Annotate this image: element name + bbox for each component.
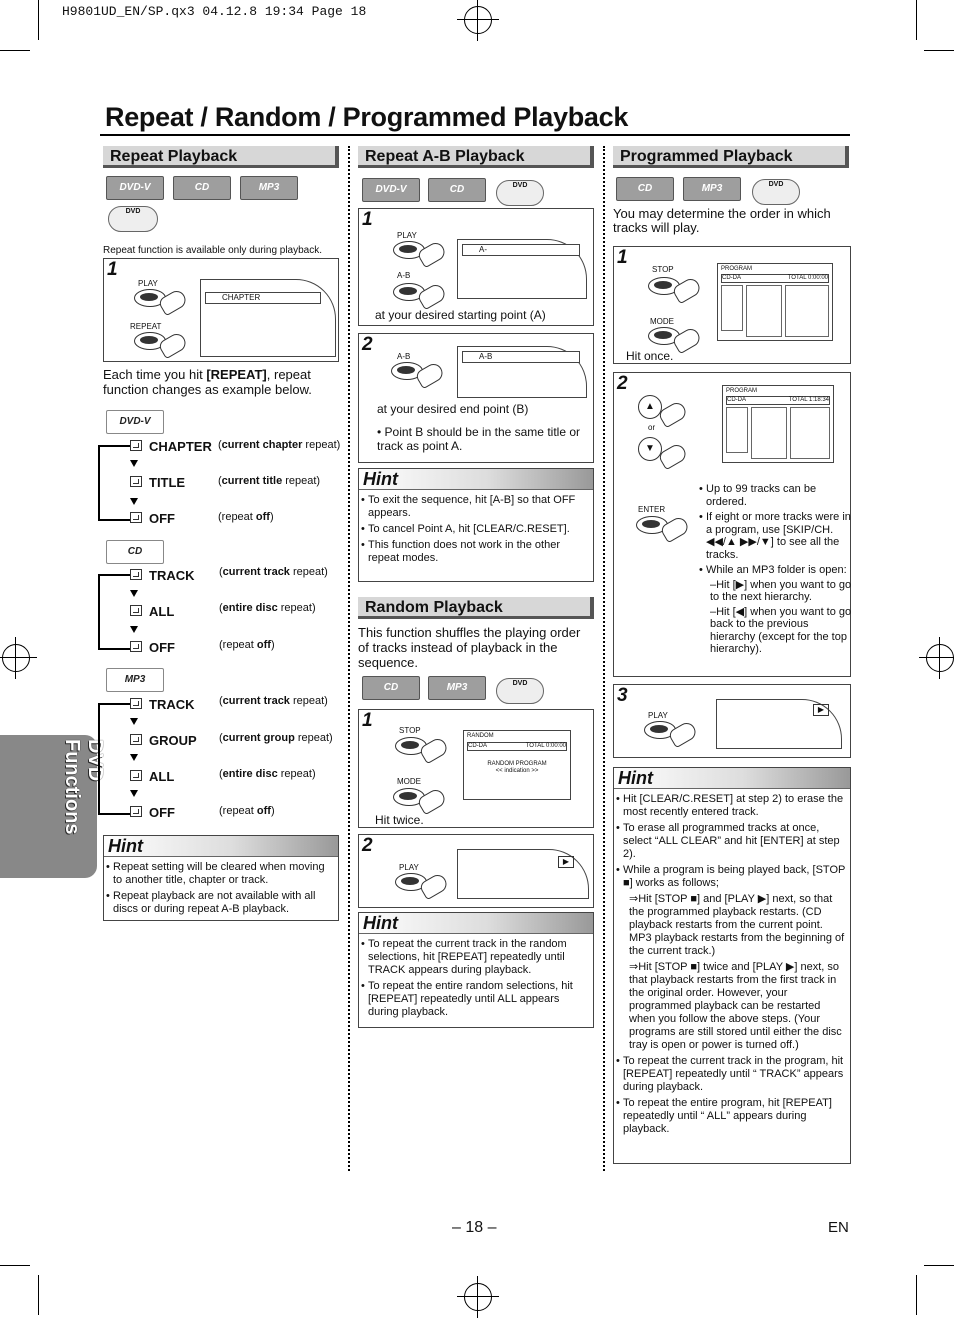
program-list	[785, 285, 829, 337]
program-list	[790, 407, 830, 459]
hint-title: Hint	[359, 913, 593, 934]
dpad-icon	[721, 285, 743, 331]
step-number: 2	[362, 835, 373, 856]
hint-item: • To repeat the current track in the random selections, hit [REPEAT] repeatedly until TRACK appears during playback.	[368, 938, 589, 977]
osd-total: TOTAL 1:18:34	[788, 397, 829, 403]
osd-sub: CD-DA	[722, 275, 741, 281]
repeat-heading: Repeat Playback	[103, 146, 339, 168]
repeat-icon	[130, 512, 142, 523]
mode-desc: (current chapter repeat)	[218, 439, 341, 451]
mode-label: TRACK	[149, 697, 195, 712]
osd-ab: A-B	[462, 351, 580, 363]
registration-mark	[926, 644, 954, 672]
osd-title: PROGRAM	[726, 388, 758, 394]
mode-desc: (current group repeat)	[219, 732, 333, 744]
column-divider	[603, 146, 605, 1171]
hint-title: Hint	[359, 469, 593, 490]
random-osd	[463, 730, 571, 800]
hint-title: Hint	[614, 768, 850, 789]
mode-label: TRACK	[149, 568, 195, 583]
tv-screen	[457, 849, 589, 899]
cd-chip: CD	[106, 540, 164, 564]
page-title: Repeat / Random / Programmed Playback	[105, 102, 629, 132]
repeat-label: REPEAT	[130, 322, 162, 331]
step-note: • Point B should be in the same title or track as point A.	[377, 425, 580, 453]
repeat-hint-box	[103, 835, 339, 921]
hint-subitem: ⇒Hit [STOP ■] and [PLAY ▶] next, so that the programmed playback restarts. (CD playback restarts from the current point. MP3 playback restarts from the beginning of the current track.)	[629, 893, 845, 957]
crop-mark	[38, 0, 39, 40]
repeat-step1-box	[103, 258, 339, 362]
ab-label: A-B	[397, 352, 411, 361]
stop-label: STOP	[652, 265, 674, 274]
step-number: 1	[617, 247, 628, 268]
hint-item: • This function does not work in the other repeat modes.	[368, 539, 589, 565]
hint-item: • To repeat the entire random selections, hit [REPEAT] repeatedly until ALL appears during playback.	[368, 980, 589, 1019]
tv-screen	[457, 346, 587, 398]
column-divider	[348, 146, 350, 1171]
step-number: 2	[362, 334, 373, 355]
dvd-chip: DVD-V	[106, 176, 164, 200]
crop-mark	[916, 0, 917, 40]
random-step1-box	[358, 709, 594, 828]
mp3-chip: MP3	[106, 668, 164, 692]
osd-body2: << indication >>	[495, 768, 539, 774]
dvd-disc-icon: DVD	[108, 206, 158, 232]
note-item: • While an MP3 folder is open:	[699, 564, 847, 576]
mode-label: OFF	[149, 805, 175, 820]
step-caption: Hit twice.	[375, 813, 424, 827]
dvd-disc-icon: DVD	[496, 678, 544, 704]
mode-desc: (entire disc repeat)	[219, 768, 316, 780]
down-button[interactable]: ▼	[638, 437, 662, 461]
hand-icon	[657, 400, 689, 429]
crop-mark	[916, 1275, 917, 1315]
mode-label: TITLE	[149, 475, 186, 490]
play-indicator-icon: ▶	[813, 704, 829, 716]
hint-title: Hint	[104, 836, 338, 857]
crop-mark	[38, 1275, 39, 1315]
prog-hint-box	[613, 767, 851, 1164]
mode-desc: (repeat off)	[219, 639, 275, 651]
mode-desc: (current track repeat)	[219, 566, 328, 578]
tv-screen	[716, 699, 842, 749]
registration-mark	[464, 6, 492, 34]
hint-item: • Hit [CLEAR/C.RESET] at step 2) to erase the most recently entered track.	[623, 793, 846, 819]
repeat-icon	[130, 806, 142, 817]
mode-label: OFF	[149, 511, 175, 526]
track-list	[746, 285, 782, 337]
mp3-chip: MP3	[240, 176, 298, 200]
stop-label: STOP	[399, 726, 421, 735]
registration-mark	[464, 1283, 492, 1311]
osd-total: TOTAL 0:00:00	[525, 743, 566, 749]
mode-desc: (repeat off)	[219, 805, 275, 817]
mode-desc: (entire disc repeat)	[219, 602, 316, 614]
mode-label: ALL	[149, 769, 175, 784]
mp3-chip: MP3	[428, 676, 486, 700]
play-label: PLAY	[138, 279, 158, 288]
note-item: • If eight or more tracks were in a program, use [SKIP/CH. ◀◀/▲ ▶▶/▼] to see all the tracks.	[699, 511, 851, 561]
arrow-down	[130, 626, 138, 633]
repeat-icon	[130, 641, 142, 652]
step-caption: Hit once.	[626, 349, 674, 363]
tv-screen	[457, 239, 587, 299]
prog-step1-box	[613, 246, 851, 364]
hint-item: • Repeat setting will be cleared when moving to another title, chapter or track.	[113, 861, 334, 887]
cd-chip: CD	[616, 177, 674, 201]
cd-chip: CD	[362, 676, 420, 700]
track-list	[751, 407, 787, 459]
osd-total: TOTAL 0:00:00	[787, 275, 828, 281]
dvd-disc-icon: DVD	[496, 180, 544, 206]
page-number: – 18 –	[452, 1219, 497, 1236]
mode-desc: (repeat off)	[218, 511, 274, 523]
hint-item: • To cancel Point A, hit [CLEAR/C.RESET].	[368, 523, 589, 536]
hint-item: • To erase all programmed tracks at once, select “ALL CLEAR” and hit [ENTER] at step 2).	[623, 822, 846, 861]
program-osd	[722, 385, 834, 463]
dvd-disc-icon: DVD	[752, 179, 800, 205]
crop-mark	[924, 1265, 954, 1266]
osd-body: RANDOM PROGRAM	[487, 761, 547, 767]
mode-label: CHAPTER	[149, 439, 212, 454]
up-button[interactable]: ▲	[638, 395, 662, 419]
arrow-down	[130, 790, 138, 797]
title-rule	[100, 134, 850, 136]
mode-desc: (current track repeat)	[219, 695, 328, 707]
play-label: PLAY	[397, 231, 417, 240]
programmed-intro: You may determine the order in which tracks will play.	[613, 206, 831, 235]
side-tab: DVD Functions	[0, 735, 97, 878]
step-number: 2	[617, 373, 628, 394]
mode-label: ALL	[149, 604, 175, 619]
ab-label: A-B	[397, 271, 411, 280]
play-indicator-icon: ▶	[558, 856, 574, 868]
crop-mark	[0, 1265, 30, 1266]
step-number: 1	[362, 209, 373, 230]
language-code: EN	[828, 1219, 849, 1236]
step-number: 3	[617, 685, 628, 706]
osd-a: A-	[462, 244, 580, 256]
repeat-icon	[130, 770, 142, 781]
hint-item: • To repeat the current track in the program, hit [REPEAT] repeatedly until “ TRACK” appears during playback.	[623, 1055, 846, 1094]
note-item: • Up to 99 tracks can be ordered.	[699, 483, 817, 508]
cd-chip: CD	[173, 176, 231, 200]
program-osd	[717, 263, 833, 341]
repeat-icon	[130, 476, 142, 487]
arrow-down	[130, 718, 138, 725]
osd-chapter: CHAPTER	[205, 292, 321, 304]
random-step2-box	[358, 834, 594, 908]
crop-mark	[924, 50, 954, 51]
repeat-icon	[130, 734, 142, 745]
ab-step2-box	[358, 333, 594, 463]
mode-label: MODE	[650, 317, 674, 326]
note-subitem: –Hit [◀] when you want to go back to the previous hierarchy (except for the top hierarchy).	[710, 605, 852, 655]
ab-step1-box	[358, 208, 594, 326]
arrow-down	[130, 590, 138, 597]
random-intro: This function shuffles the playing order of tracks instead of playback in the sequence.	[358, 625, 581, 670]
tv-screen	[200, 279, 336, 357]
crop-mark	[0, 50, 30, 51]
prog-step3-box	[613, 684, 851, 758]
step-caption: at your desired starting point (A)	[375, 308, 546, 322]
repeat-note: Repeat function is available only during playback.	[103, 245, 323, 256]
hand-icon	[657, 442, 689, 471]
random-heading: Random Playback	[358, 597, 594, 619]
osd-sub: CD-DA	[727, 397, 746, 403]
flow-line	[98, 703, 130, 815]
repeat-icon	[130, 569, 142, 580]
prog-step2-box	[613, 372, 851, 677]
flow-line	[98, 445, 130, 521]
ab-hint-box	[358, 468, 594, 582]
play-label: PLAY	[399, 863, 419, 872]
dvd-chip: DVD-V	[362, 178, 420, 202]
mode-desc: (current title repeat)	[218, 475, 321, 487]
play-label: PLAY	[648, 711, 668, 720]
or-label: or	[648, 423, 656, 432]
step-caption: at your desired end point (B)	[377, 402, 529, 416]
osd-title: RANDOM	[467, 733, 494, 739]
hint-subitem: ⇒Hit [STOP ■] twice and [PLAY ▶] next, so that playback restarts from the first track in the original order. However, your programmed playback can be restarted when you follow the above steps. (Your programs are still stored until either the disc tray is open or power is turned off.)	[629, 961, 842, 1051]
step-number: 1	[362, 710, 373, 731]
flow-line	[98, 574, 130, 650]
registration-mark	[2, 644, 30, 672]
hint-item: • Repeat playback are not available with all discs or during repeat A-B playback.	[113, 890, 334, 916]
repeat-icon	[130, 605, 142, 616]
repeat-intro: Each time you hit [REPEAT], repeat function changes as example below.	[103, 367, 312, 397]
hint-item: • To repeat the entire program, hit [REPEAT] repeatedly until “ ALL” appears during playback.	[623, 1097, 846, 1136]
repeat-icon	[130, 440, 142, 451]
osd-title: PROGRAM	[721, 266, 753, 272]
dpad-icon	[726, 407, 748, 453]
random-hint-box	[358, 912, 594, 1028]
programmed-heading: Programmed Playback	[613, 146, 849, 168]
arrow-down	[130, 498, 138, 505]
repeat-icon	[130, 698, 142, 709]
dvd-chip: DVD-V	[106, 410, 164, 434]
mode-label: MODE	[397, 777, 421, 786]
mode-label: GROUP	[149, 733, 197, 748]
step-number: 1	[107, 259, 118, 280]
hint-item: • While a program is being played back, [STOP ■] works as follows;	[623, 864, 846, 890]
ab-heading: Repeat A-B Playback	[358, 146, 594, 168]
mode-label: OFF	[149, 640, 175, 655]
arrow-down	[130, 460, 138, 467]
note-subitem: –Hit [▶] when you want to go to the next hierarchy.	[710, 578, 852, 603]
mp3-chip: MP3	[683, 177, 741, 201]
hint-item: • To exit the sequence, hit [A-B] so that OFF appears.	[368, 494, 589, 520]
osd-sub: CD-DA	[468, 743, 487, 749]
print-slug: H9801UD_EN/SP.qx3 04.12.8 19:34 Page 18	[62, 4, 367, 19]
enter-label: ENTER	[638, 505, 666, 514]
arrow-down	[130, 754, 138, 761]
cd-chip: CD	[428, 178, 486, 202]
